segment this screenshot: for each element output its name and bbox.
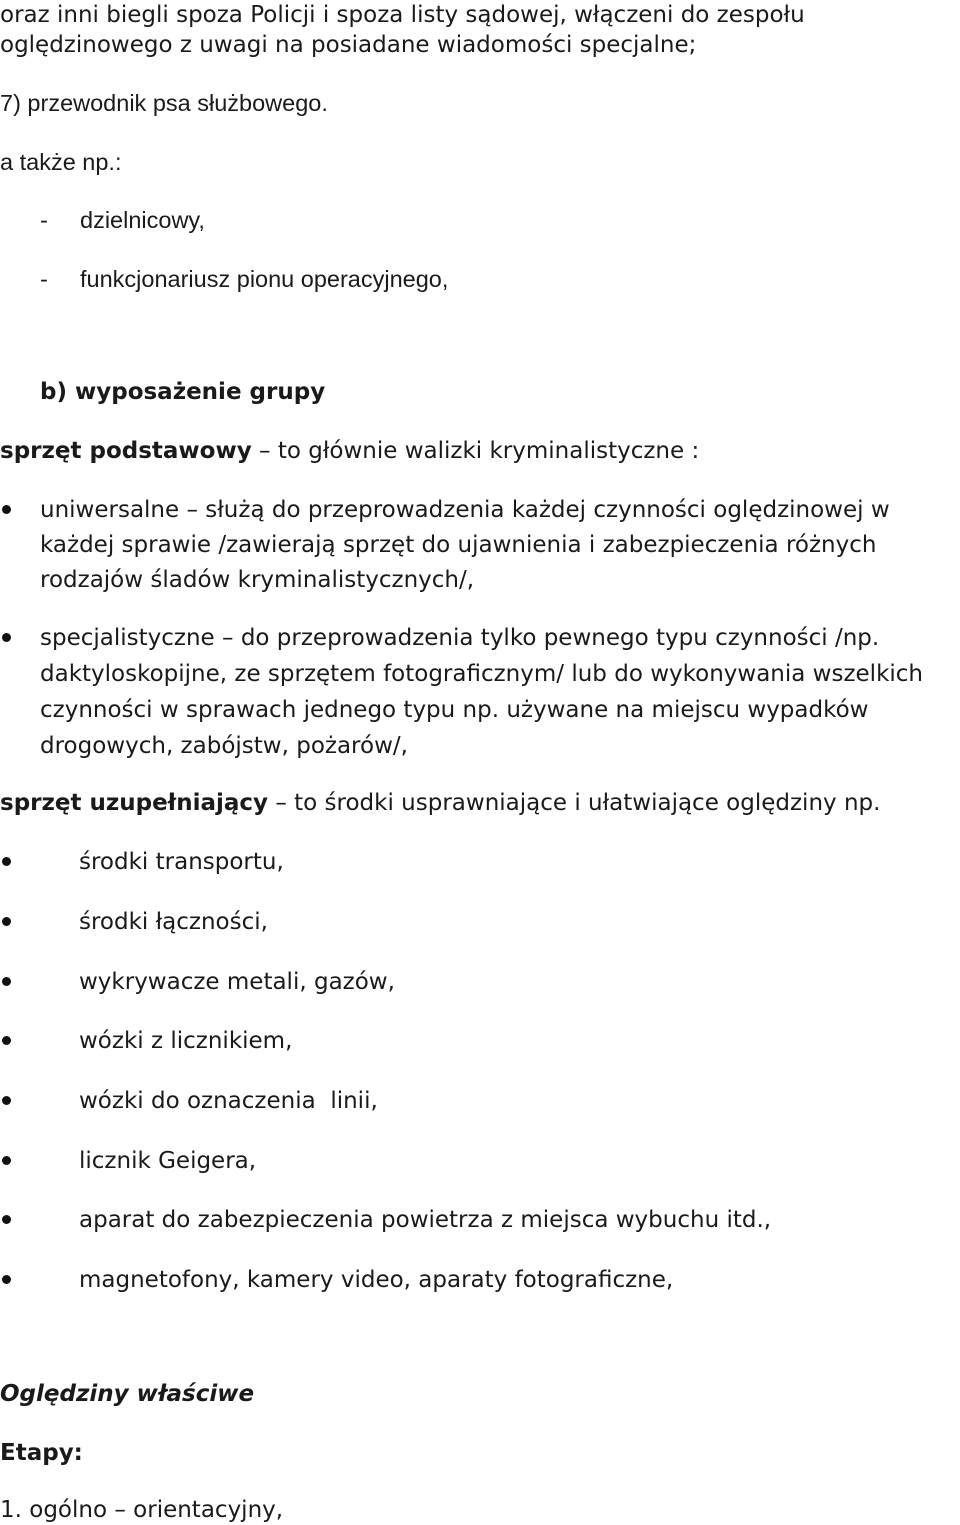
basic-item-2-line-4: drogowych, zabójstw, pożarów/,	[40, 733, 408, 759]
stage-1: 1. ogólno – orientacyjny,	[0, 1497, 284, 1523]
bullet-icon	[2, 1096, 11, 1105]
supp-item-4: wózki z licznikiem,	[79, 1028, 293, 1054]
intro-line-2: oględzinowego z uwagi na posiadane wiadomości specjalne;	[0, 32, 697, 58]
bullet-icon	[2, 857, 11, 866]
supp-item-3: wykrywacze metali, gazów,	[79, 969, 395, 995]
bullet-icon	[2, 1156, 11, 1165]
supp-item-2: środki łączności,	[79, 909, 268, 935]
bullet-icon	[2, 917, 11, 926]
item-7: 7) przewodnik psa służbowego.	[0, 90, 328, 116]
bullet-icon	[2, 1215, 11, 1224]
supplementary-equipment-line	[0, 788, 880, 818]
supp-item-1: środki transportu,	[79, 849, 284, 875]
bullet-icon	[2, 1036, 11, 1045]
basic-item-2-line-3: czynności w sprawach jednego typu np. używane na miejscu wypadków	[40, 697, 869, 723]
section-b-heading: b) wyposażenie grupy	[40, 379, 326, 405]
basic-item-2-line-2: daktyloskopijne, ze sprzętem fotograficznym/ lub do wykonywania wszelkich	[40, 661, 923, 687]
basic-equipment-line	[0, 436, 699, 466]
supp-item-5: wózki do oznaczenia linii,	[79, 1088, 378, 1114]
dash-marker: -	[40, 266, 48, 292]
dash-item-2: funkcjonariusz pionu operacyjnego,	[80, 266, 449, 292]
basic-item-1-line-2: każdej sprawie /zawierają sprzęt do ujawnienia i zabezpieczenia różnych	[40, 532, 877, 558]
bullet-icon	[2, 977, 11, 986]
stages-label: Etapy:	[0, 1440, 83, 1466]
intro-line-1: oraz inni biegli spoza Policji i spoza listy sądowej, włączeni do zespołu	[0, 2, 805, 28]
supp-item-6: licznik Geigera,	[79, 1148, 257, 1174]
also-label: a także np.:	[0, 149, 122, 175]
bullet-icon	[2, 505, 11, 514]
basic-equipment-desc: – to głównie walizki kryminalistyczne :	[251, 438, 700, 464]
bullet-icon	[2, 633, 11, 642]
supp-item-8: magnetofony, kamery video, aparaty fotograficzne,	[79, 1267, 674, 1293]
supplementary-equipment-term: sprzęt uzupełniający	[0, 790, 269, 816]
dash-item-1: dzielnicowy,	[80, 207, 205, 233]
supplementary-equipment-desc: – to środki usprawniające i ułatwiające oględziny np.	[268, 790, 881, 816]
basic-item-1-line-3: rodzajów śladów kryminalistycznych/,	[40, 567, 475, 593]
dash-marker: -	[40, 207, 48, 233]
basic-item-1-line-1: uniwersalne – służą do przeprowadzenia każdej czynności oględzinowej w	[40, 497, 890, 523]
supp-item-7: aparat do zabezpieczenia powietrza z miejsca wybuchu itd.,	[79, 1207, 772, 1233]
basic-item-2-line-1: specjalistyczne – do przeprowadzenia tylko pewnego typu czynności /np.	[40, 625, 880, 651]
proper-inspection-heading: Oględziny właściwe	[0, 1381, 255, 1407]
bullet-icon	[2, 1275, 11, 1284]
basic-equipment-term: sprzęt podstawowy	[0, 438, 252, 464]
